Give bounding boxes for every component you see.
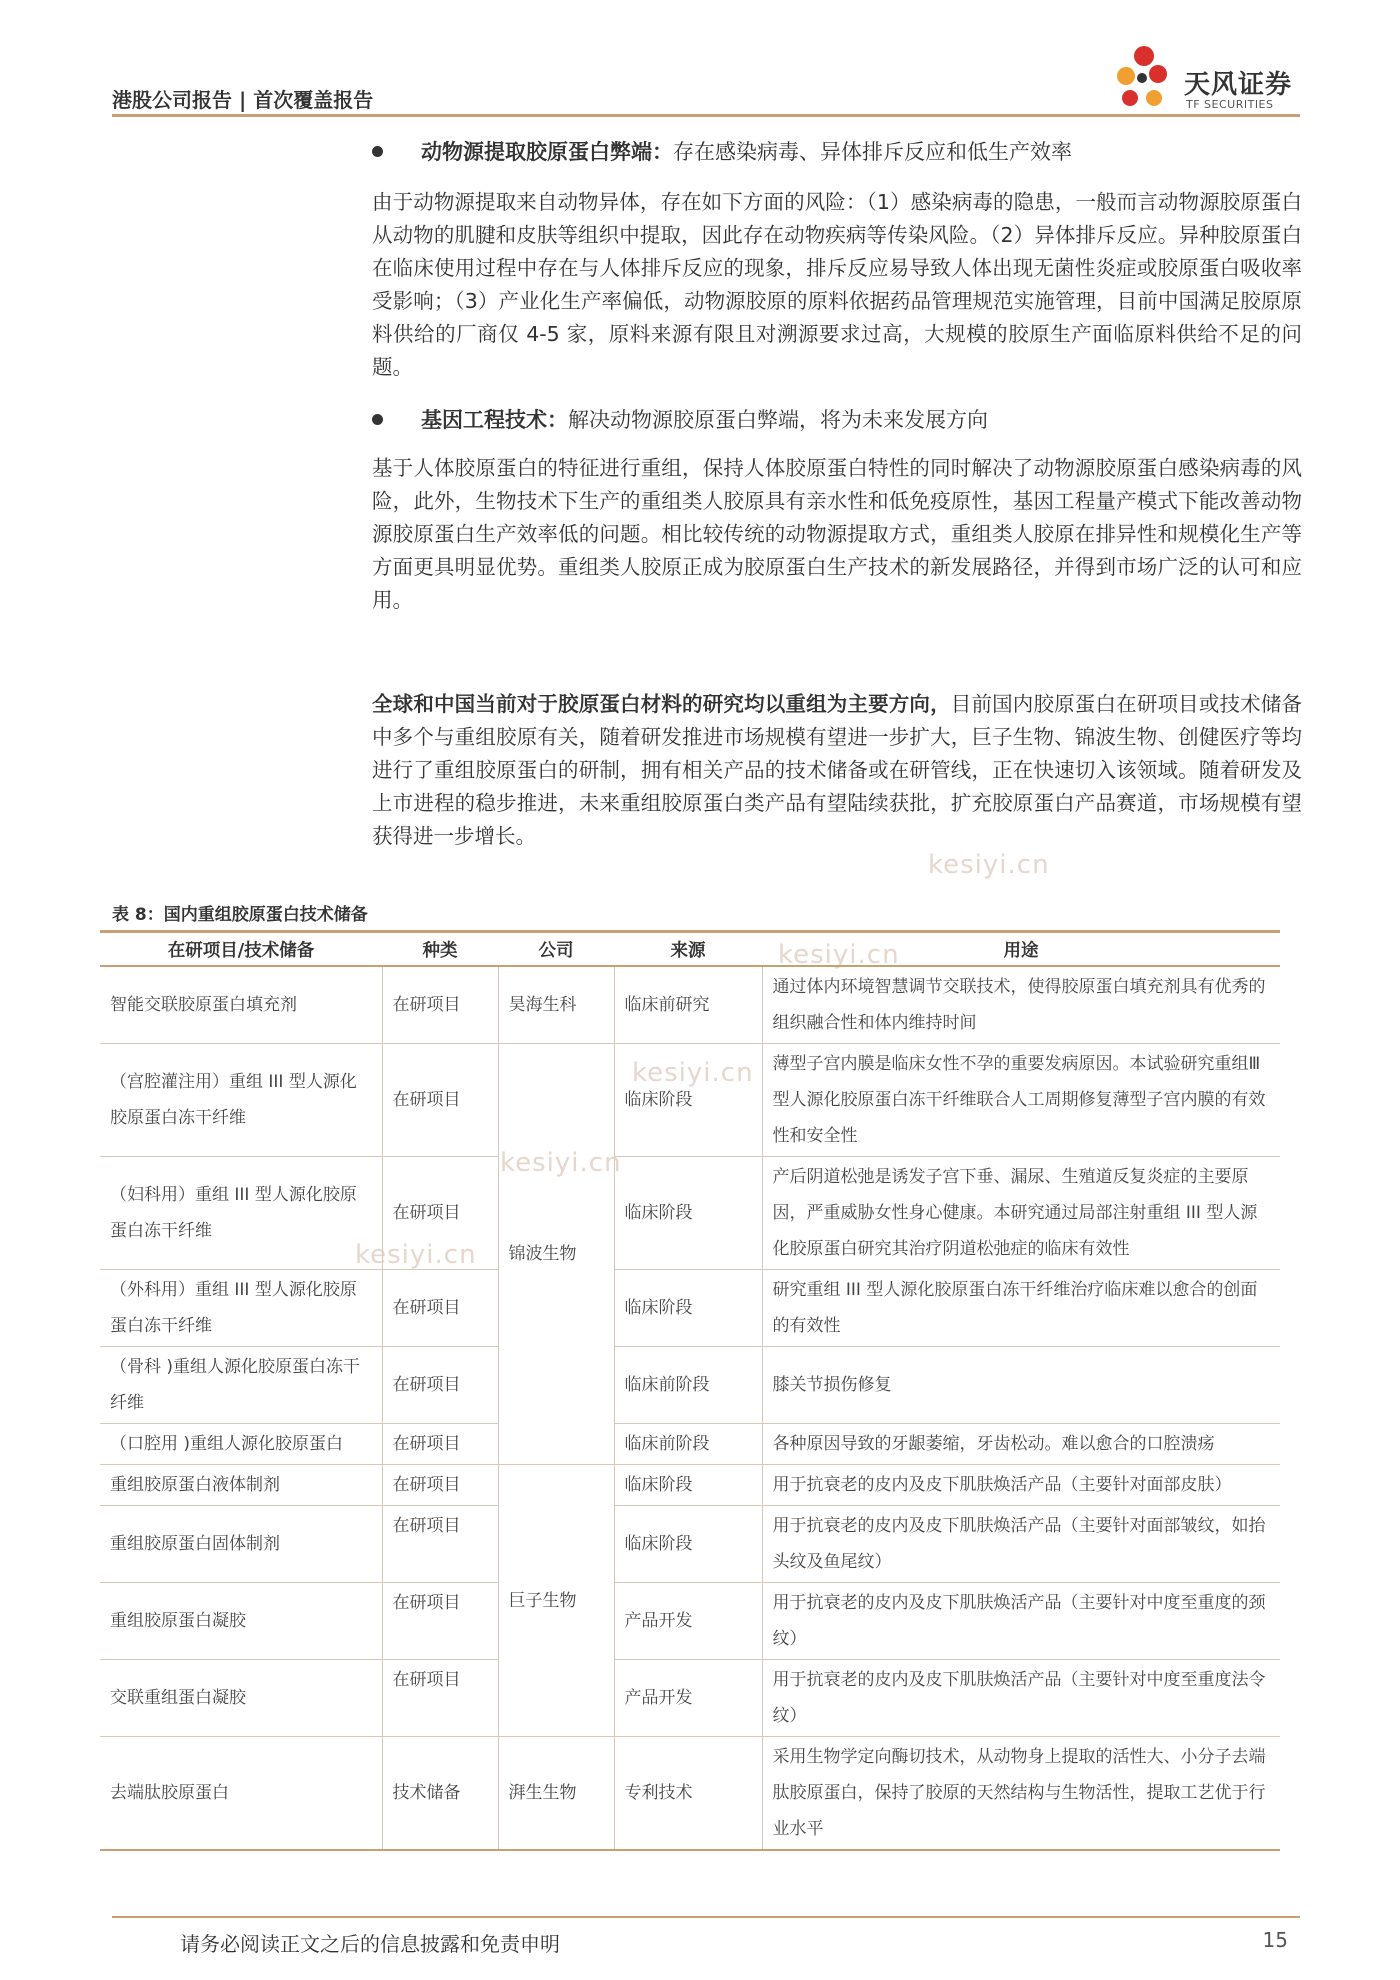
cell-use: 用于抗衰老的皮内及皮下肌肤焕活产品（主要针对面部皮肤） [762,1465,1280,1506]
cell-type: 在研项目 [382,1424,498,1465]
cell-project: 重组胶原蛋白固体制剂 [100,1506,382,1583]
table-row [100,1347,1280,1424]
bullet-dot-icon [372,146,383,157]
table-row [100,1737,1280,1851]
cell-project: 去端肽胶原蛋白 [100,1737,382,1851]
bullet-genetic-engineering [372,404,988,434]
cell-source: 产品开发 [614,1660,762,1737]
cell-project: 智能交联胶原蛋白填充剂 [100,966,382,1044]
table-title: 表 8：国内重组胶原蛋白技术储备 [112,905,368,925]
cell-type: 在研项目 [382,1660,498,1737]
paragraph-research-direction [372,688,1302,853]
cell-use: 各种原因导致的牙龈萎缩，牙齿松动。难以愈合的口腔溃疡 [762,1424,1280,1465]
table-header: 来源 [614,932,762,967]
table-row [100,1506,1280,1583]
table-row [100,1660,1280,1737]
cell-type: 在研项目 [382,1506,498,1583]
cell-source: 临床前阶段 [614,1424,762,1465]
report-type-header: 港股公司报告 | 首次覆盖报告 [112,88,374,112]
bullet-bold: 基因工程技术： [421,408,568,432]
cell-type: 在研项目 [382,1157,498,1270]
watermark: kesiyi.cn [632,1058,754,1088]
cell-project: （妇科用）重组 III 型人源化胶原蛋白冻干纤维 [100,1157,382,1270]
footer-disclaimer: 请务必阅读正文之后的信息披露和免责申明 [180,1932,560,1956]
table-header-row [100,932,1280,967]
cell-use: 用于抗衰老的皮内及皮下肌肤焕活产品（主要针对中度至重度的颈纹） [762,1583,1280,1660]
bullet-animal-source [372,136,1072,166]
cell-use: 产后阴道松弛是诱发子宫下垂、漏尿、生殖道反复炎症的主要原因，严重威胁女性身心健康。本研究通过局部注射重组 III 型人源化胶原蛋白研究其治疗阴道松弛症的临床有效性 [762,1157,1280,1270]
cell-source: 临床前阶段 [614,1347,762,1424]
cell-company: 昊海生科 [498,966,614,1044]
paragraph-bold-lead: 全球和中国当前对于胶原蛋白材料的研究均以重组为主要方向， [372,692,951,716]
cell-type: 在研项目 [382,1270,498,1347]
cell-source: 临床阶段 [614,1044,762,1157]
bullet-text: 解决动物源胶原蛋白弊端，将为未来发展方向 [568,408,988,432]
watermark: kesiyi.cn [778,940,900,970]
cell-company: 锦波生物 [498,1044,614,1465]
table-row [100,1270,1280,1347]
table-row [100,1465,1280,1506]
cell-source: 专利技术 [614,1737,762,1851]
cell-company: 巨子生物 [498,1465,614,1737]
table-row [100,1424,1280,1465]
cell-project: （外科用）重组 III 型人源化胶原蛋白冻干纤维 [100,1270,382,1347]
table-header: 在研项目/技术储备 [100,932,382,967]
cell-use: 采用生物学定向酶切技术，从动物身上提取的活性大、小分子去端肽胶原蛋白，保持了胶原的天然结构与生物活性，提取工艺优于行业水平 [762,1737,1280,1851]
table-header: 用途 [762,932,1280,967]
cell-project: （骨科 )重组人源化胶原蛋白冻干纤维 [100,1347,382,1424]
cell-use: 膝关节损伤修复 [762,1347,1280,1424]
cell-use: 薄型子宫内膜是临床女性不孕的重要发病原因。本试验研究重组Ⅲ型人源化胶原蛋白冻干纤维联合人工周期修复薄型子宫内膜的有效性和安全性 [762,1044,1280,1157]
page-number: 15 [1262,1928,1288,1952]
tech-reserve-table [100,930,1280,1851]
cell-type: 在研项目 [382,1044,498,1157]
cell-project: 重组胶原蛋白液体制剂 [100,1465,382,1506]
cell-use: 用于抗衰老的皮内及皮下肌肤焕活产品（主要针对面部皱纹，如抬头纹及鱼尾纹） [762,1506,1280,1583]
logo-flower-icon [1108,42,1182,116]
watermark: kesiyi.cn [355,1240,477,1270]
cell-source: 临床阶段 [614,1157,762,1270]
cell-project: （宫腔灌注用）重组 III 型人源化胶原蛋白冻干纤维 [100,1044,382,1157]
cell-source: 临床阶段 [614,1465,762,1506]
cell-type: 在研项目 [382,1583,498,1660]
cell-type: 在研项目 [382,1347,498,1424]
logo-en-text: TF SECURITIES [1186,98,1274,111]
logo-cn-text: 天风证券 [1184,70,1293,100]
cell-source: 临床阶段 [614,1270,762,1347]
table-header: 种类 [382,932,498,967]
table-row [100,966,1280,1044]
table-row [100,1583,1280,1660]
cell-source: 临床前研究 [614,966,762,1044]
watermark: kesiyi.cn [928,850,1050,880]
cell-project: （口腔用 )重组人源化胶原蛋白 [100,1424,382,1465]
cell-type: 在研项目 [382,966,498,1044]
bullet-dot-icon [372,414,383,425]
cell-use: 研究重组 III 型人源化胶原蛋白冻干纤维治疗临床难以愈合的创面的有效性 [762,1270,1280,1347]
table-row [100,1157,1280,1270]
paragraph-animal-risks: 由于动物源提取来自动物异体，存在如下方面的风险：（1）感染病毒的隐患，一般而言动物源胶原蛋白从动物的肌腱和皮肤等组织中提取，因此存在动物疾病等传染风险。（2）异体排斥反应。异种胶原蛋白在临床使用过程中存在与人体排斥反应的现象，排斥反应易导致人体出现无菌性炎症或胶原蛋白吸收率受影响；（3）产业化生产率偏低，动物源胶原的原料依据药品管理规范实施管理，目前中国满足胶原原料供给的厂商仅 4-5 家，原料来源有限且对溯源要求过高，大规模的胶原生产面临原料供给不足的问题。 [372,190,1302,379]
cell-company: 湃生生物 [498,1737,614,1851]
footer-rule [112,1916,1300,1918]
table-header: 公司 [498,932,614,967]
paragraph-body: 目前国内胶原蛋白在研项目或技术储备中多个与重组胶原有关，随着研发推进市场规模有望进一步扩大，巨子生物、锦波生物、创健医疗等均进行了重组胶原蛋白的研制，拥有相关产品的技术储备或在研管线，正在快速切入该领域。随着研发及上市进程的稳步推进，未来重组胶原蛋白类产品有望陆续获批，扩充胶原蛋白产品赛道，市场规模有望获得进一步增长。 [372,692,1303,848]
cell-source: 产品开发 [614,1583,762,1660]
tf-securities-logo [1108,42,1308,116]
cell-use: 用于抗衰老的皮内及皮下肌肤焕活产品（主要针对中度至重度法令纹） [762,1660,1280,1737]
bullet-text: 存在感染病毒、异体排斥反应和低生产效率 [673,140,1072,164]
bullet-bold: 动物源提取胶原蛋白弊端： [421,140,673,164]
cell-use: 通过体内环境智慧调节交联技术，使得胶原蛋白填充剂具有优秀的组织融合性和体内维持时间 [762,966,1280,1044]
cell-project: 交联重组蛋白凝胶 [100,1660,382,1737]
table-row [100,1044,1280,1157]
cell-project: 重组胶原蛋白凝胶 [100,1583,382,1660]
cell-source: 临床阶段 [614,1506,762,1583]
cell-type: 技术储备 [382,1737,498,1851]
paragraph-recombinant-advantages: 基于人体胶原蛋白的特征进行重组，保持人体胶原蛋白特性的同时解决了动物源胶原蛋白感染病毒的风险，此外，生物技术下生产的重组类人胶原具有亲水性和低免疫原性，基因工程量产模式下能改善动物源胶原蛋白生产效率低的问题。相比较传统的动物源提取方式，重组类人胶原在排异性和规模化生产等方面更具明显优势。重组类人胶原正成为胶原蛋白生产技术的新发展路径，并得到市场广泛的认可和应用。 [372,456,1302,612]
watermark: kesiyi.cn [500,1148,622,1178]
cell-type: 在研项目 [382,1465,498,1506]
